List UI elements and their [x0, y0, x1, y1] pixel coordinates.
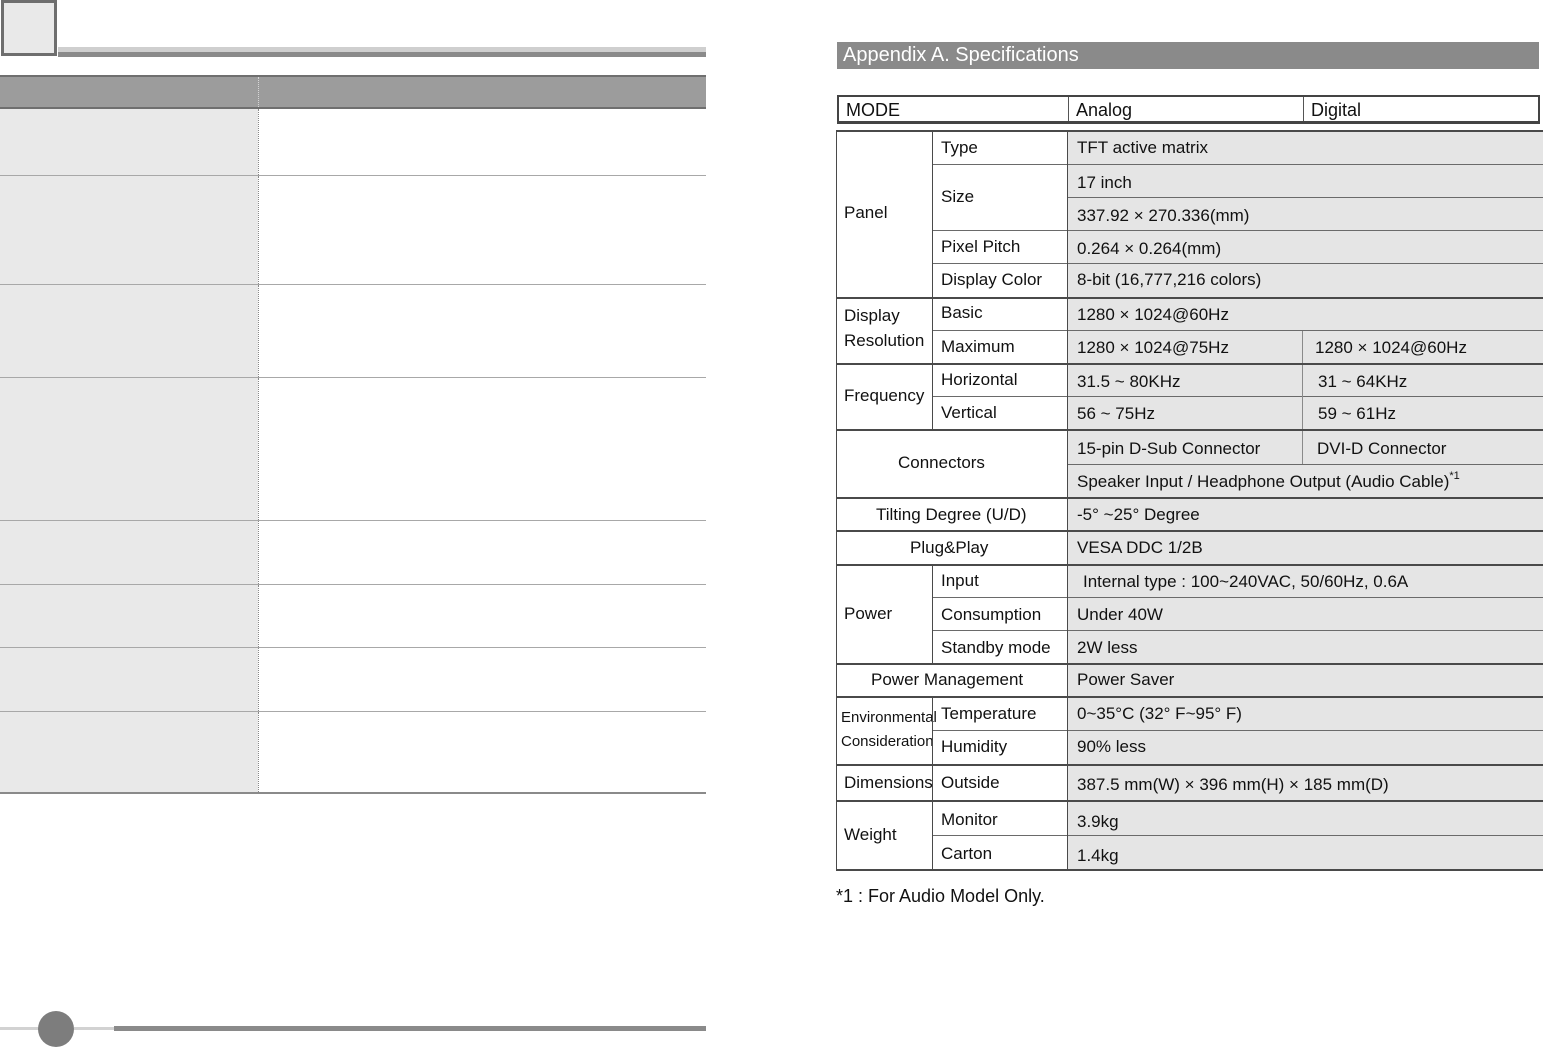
- weight-monitor-value: 3.9kg: [1077, 812, 1119, 831]
- mode-header-row: [837, 95, 1540, 124]
- panel-type-label: Type: [941, 138, 978, 157]
- resolution-label-line1: Display: [844, 306, 900, 325]
- connectors-digital: DVI-D Connector: [1317, 439, 1447, 458]
- display-color-label: Display Color: [941, 270, 1043, 289]
- display-color-value: 8-bit (16,777,216 colors): [1077, 270, 1262, 289]
- footer-rule: [0, 1027, 40, 1030]
- blank-table-row: [0, 378, 706, 521]
- power-input-value: Internal type : 100~240VAC, 50/60Hz, 0.6A: [1083, 572, 1409, 591]
- weight-carton-value: 1.4kg: [1077, 846, 1119, 865]
- power-consumption-label: Consumption: [941, 605, 1042, 624]
- blank-table-row: [0, 285, 706, 378]
- footer-rule: [114, 1026, 706, 1031]
- temperature-value: 0~35°C (32° F~95° F): [1077, 704, 1242, 723]
- panel-size-label: Size: [941, 187, 975, 206]
- power-input-label: Input: [941, 571, 979, 590]
- dimensions-outside-label: Outside: [941, 773, 1000, 792]
- dimensions-label: Dimensions: [844, 773, 933, 792]
- pixel-pitch-value: 0.264 × 0.264(mm): [1077, 239, 1222, 258]
- frequency-v-digital: 59 ~ 61Hz: [1318, 404, 1396, 423]
- footnote: *1 : For Audio Model Only.: [836, 886, 1045, 906]
- connectors-label: Connectors: [898, 453, 985, 472]
- power-standby-label: Standby mode: [941, 638, 1051, 657]
- blank-table-row: [0, 109, 706, 176]
- resolution-label-line2: Resolution: [844, 331, 925, 350]
- mode-digital: Digital: [1311, 100, 1362, 120]
- page-number-badge: [38, 1011, 74, 1047]
- power-management-value: Power Saver: [1077, 670, 1175, 689]
- blank-table-row: [0, 585, 706, 648]
- blank-table-header: [0, 75, 706, 109]
- blank-table-row: [0, 648, 706, 712]
- frequency-v-analog: 56 ~ 75Hz: [1077, 404, 1155, 423]
- mode-label: MODE: [846, 100, 900, 120]
- plugplay-value: VESA DDC 1/2B: [1077, 538, 1203, 557]
- tilting-label: Tilting Degree (U/D): [876, 505, 1027, 524]
- connectors-audio: Speaker Input / Headphone Output (Audio Cable)$^{*1}$: [1077, 470, 1460, 491]
- weight-carton-label: Carton: [941, 844, 993, 863]
- resolution-max-analog: 1280 × 1024@75Hz: [1077, 338, 1229, 357]
- pixel-pitch-label: Pixel Pitch: [941, 237, 1021, 256]
- humidity-label: Humidity: [941, 737, 1008, 756]
- panel-type-value: TFT active matrix: [1077, 138, 1208, 157]
- frequency-h-label: Horizontal: [941, 370, 1018, 389]
- power-management-label: Power Management: [871, 670, 1024, 689]
- power-consumption-value: Under 40W: [1077, 605, 1163, 624]
- weight-monitor-label: Monitor: [941, 810, 998, 829]
- power-standby-value: 2W less: [1077, 638, 1138, 657]
- panel-size-inch: 17 inch: [1077, 173, 1132, 192]
- specifications-table: [836, 130, 1543, 871]
- environmental-label-line2: Consideration: [841, 733, 934, 750]
- plugplay-label: Plug&Play: [910, 538, 989, 557]
- tilting-value: -5° ~25° Degree: [1077, 505, 1200, 524]
- resolution-basic-label: Basic: [941, 303, 983, 322]
- frequency-label: Frequency: [844, 386, 925, 405]
- weight-label: Weight: [844, 825, 897, 844]
- connectors-audio-note: *1: [1449, 470, 1460, 482]
- frequency-h-analog: 31.5 ~ 80KHz: [1077, 372, 1181, 391]
- temperature-label: Temperature: [941, 704, 1037, 723]
- footer-rule: [74, 1027, 114, 1030]
- blank-table-row: [0, 521, 706, 585]
- power-label: Power: [844, 604, 893, 623]
- appendix-title: Appendix A. Specifications: [837, 42, 1539, 69]
- panel-label: Panel: [844, 203, 888, 222]
- environmental-label-line1: Environmental: [841, 709, 937, 726]
- header-rule-shadow: [58, 52, 706, 57]
- panel-size-mm: 337.92 × 270.336(mm): [1077, 206, 1250, 225]
- page-corner-marker: [1, 0, 57, 56]
- frequency-h-digital: 31 ~ 64KHz: [1318, 372, 1408, 391]
- resolution-basic-value: 1280 × 1024@60Hz: [1077, 305, 1229, 324]
- resolution-max-label: Maximum: [941, 337, 1015, 356]
- resolution-max-digital: 1280 × 1024@60Hz: [1315, 338, 1467, 357]
- connectors-analog: 15-pin D-Sub Connector: [1077, 439, 1261, 458]
- blank-table-row: [0, 176, 706, 285]
- mode-analog: Analog: [1076, 100, 1133, 120]
- frequency-v-label: Vertical: [941, 403, 997, 422]
- humidity-value: 90% less: [1077, 737, 1146, 756]
- blank-table-row: [0, 712, 706, 794]
- dimensions-outside-value: 387.5 mm(W) × 396 mm(H) × 185 mm(D): [1077, 775, 1389, 794]
